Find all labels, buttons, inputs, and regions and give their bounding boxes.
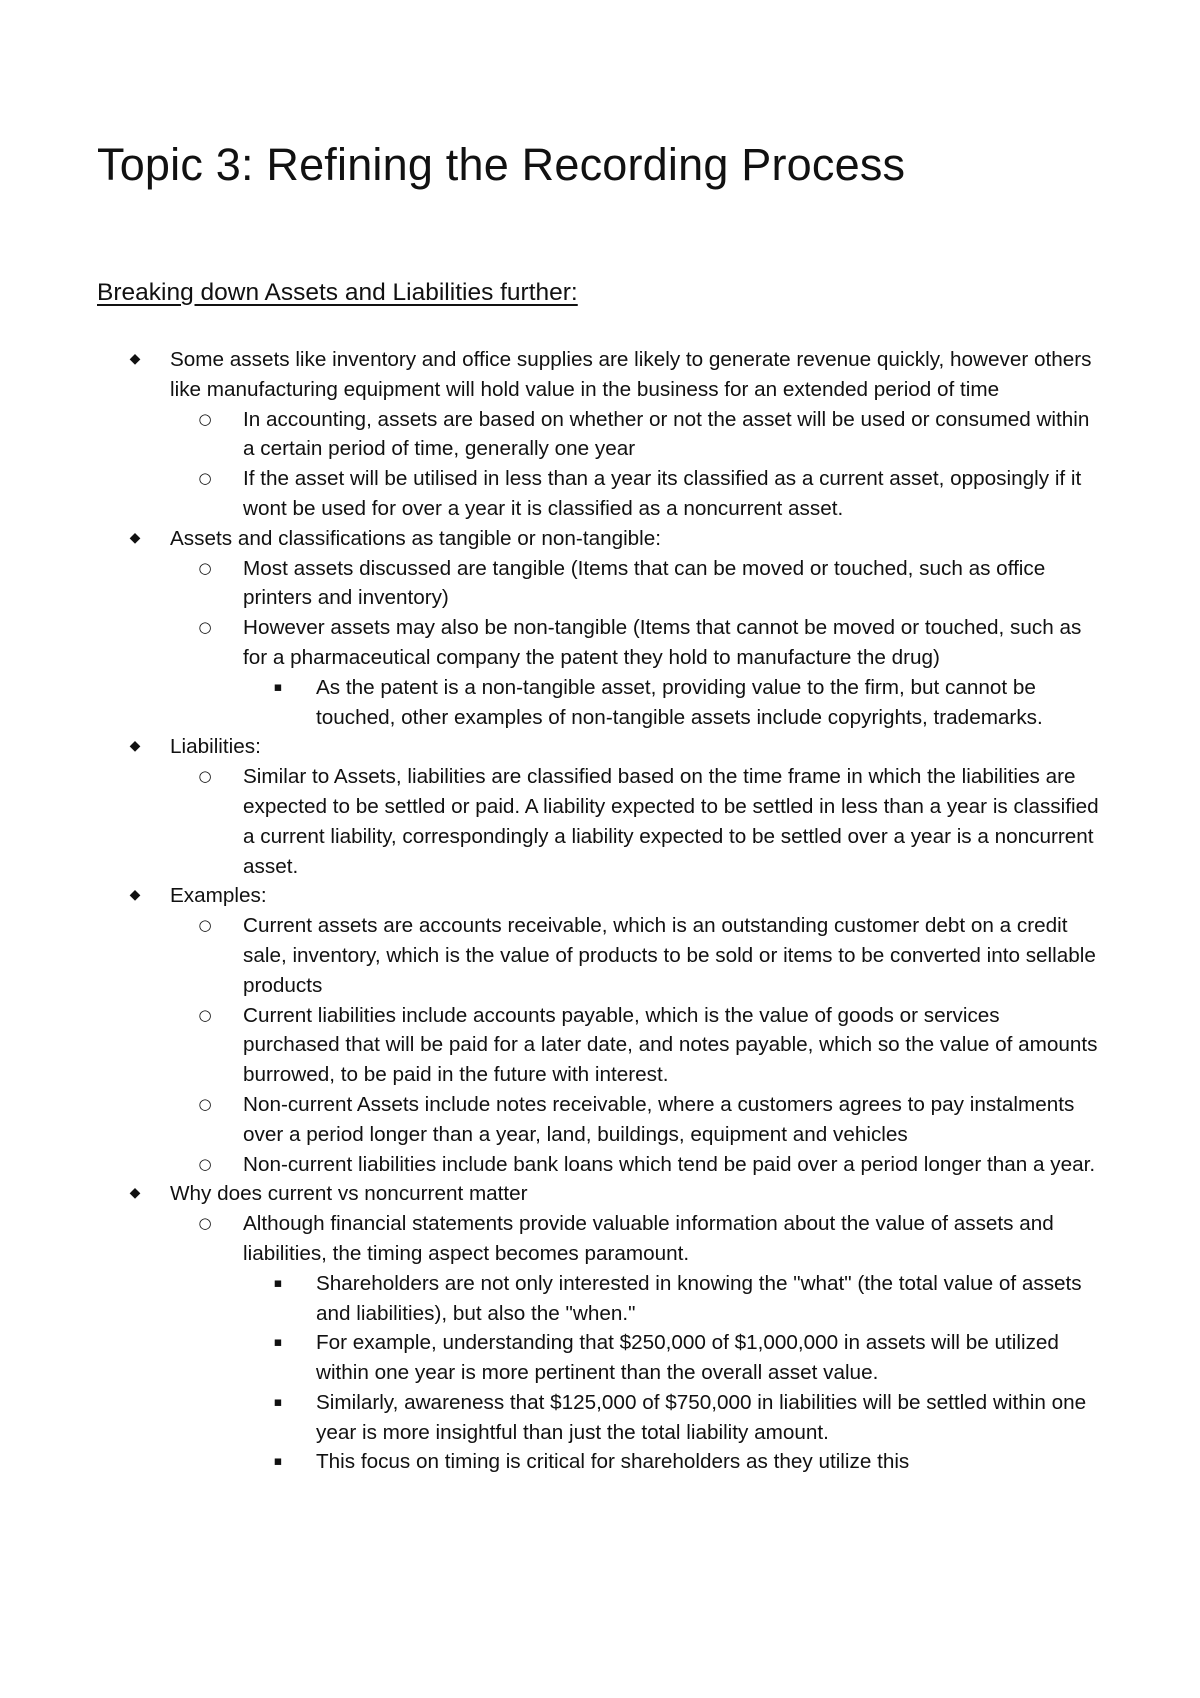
page-title: Topic 3: Refining the Recording Process (97, 139, 906, 190)
list-item (273, 1388, 1100, 1448)
list-item-text: As the patent is a non-tangible asset, providing value to the firm, but cannot be touched, other examples of non-tangible assets include copyrights, trademarks. (316, 675, 1043, 729)
circle-bullet-icon: ○ (198, 1094, 212, 1113)
square-bullet-icon: ▪ (273, 679, 283, 695)
list-item (198, 613, 1100, 673)
list-item (198, 911, 1100, 1000)
list-item-text: If the asset will be utilised in less than a year its classified as a current asset, opposingly if it wont be used for over a year it is classified as a noncurrent asset. (243, 467, 1082, 520)
diamond-bullet-icon: ◆ (129, 738, 141, 755)
list-item-text: Similar to Assets, liabilities are classified based on the time frame in which the liabilities are expected to be settled or paid. A liability expected to be settled in less than a year is classified a current liability, correspondingly a liability expected to be settled over a year is a noncurrent asset. (243, 765, 1099, 878)
list-item-text: In accounting, assets are based on whether or not the asset will be used or consumed within a certain period of time, generally one year (243, 407, 1090, 461)
list-item (198, 1209, 1100, 1269)
circle-bullet-icon: ○ (198, 409, 212, 428)
list-item (129, 732, 1100, 762)
list-item-text: Assets and classifications as tangible or non-tangible: (170, 526, 662, 550)
list-item (198, 464, 1100, 524)
circle-bullet-icon: ○ (198, 1214, 212, 1233)
list-item-text: For example, understanding that $250,000 of $1,000,000 in assets will be utilized within one year is more pertinent than the overall asset value. (316, 1331, 1059, 1385)
list-item (198, 762, 1100, 881)
diamond-bullet-icon: ◆ (129, 529, 141, 546)
square-bullet-icon: ▪ (273, 1335, 283, 1351)
circle-bullet-icon: ○ (198, 618, 212, 637)
list-item-text: Current liabilities include accounts payable, which is the value of goods or services purchased that will be paid for a later date, and notes payable, which so the value of amounts burrowed, to be paid in the future with interest. (243, 1003, 1098, 1087)
list-item-text: Most assets discussed are tangible (Items that can be moved or touched, such as office printers and inventory) (243, 556, 1046, 610)
list-item (198, 554, 1100, 614)
list-item-text: Although financial statements provide valuable information about the value of assets and liabilities, the timing aspect becomes paramount. (243, 1212, 1054, 1265)
list-item (129, 524, 1100, 554)
list-item (198, 1001, 1100, 1090)
list-item-text: This focus on timing is critical for shareholders as they utilize this (316, 1450, 910, 1474)
list-item (273, 1328, 1100, 1388)
list-item-text: Examples: (170, 884, 267, 908)
bullet-list (0, 345, 1200, 1585)
list-item-text: Non-current liabilities include bank loans which tend be paid over a period longer than a year. (243, 1152, 1096, 1176)
list-item (198, 405, 1100, 465)
list-item-text: Shareholders are not only interested in knowing the "what" (the total value of assets and liabilities), but also the "when." (316, 1271, 1082, 1325)
circle-bullet-icon: ○ (198, 1154, 212, 1173)
square-bullet-icon: ▪ (273, 1454, 283, 1470)
list-item (273, 1447, 1100, 1477)
list-item (198, 1090, 1100, 1150)
diamond-bullet-icon: ◆ (129, 351, 141, 367)
diamond-bullet-icon: ◆ (129, 887, 141, 904)
list-item-text: Similarly, awareness that $125,000 of $750,000 in liabilities will be settled within one year is more insightful than just the total liability amount. (316, 1390, 1087, 1444)
list-item (129, 1179, 1100, 1209)
square-bullet-icon: ▪ (273, 1394, 283, 1410)
list-item (198, 1150, 1100, 1180)
list-item-text: Why does current vs noncurrent matter (170, 1182, 528, 1206)
list-item (273, 1269, 1100, 1329)
list-item (129, 881, 1100, 911)
list-item-text: However assets may also be non-tangible (Items that cannot be moved or touched, such as for a pharmaceutical company the patent they hold to manufacture the drug) (243, 616, 1082, 669)
list-item-text: Some assets like inventory and office supplies are likely to generate revenue quickly, however others like manufacturing equipment will hold value in the business for an extended period of time (170, 348, 1092, 401)
circle-bullet-icon: ○ (198, 469, 212, 488)
circle-bullet-icon: ○ (198, 558, 212, 577)
list-item-text: Current assets are accounts receivable, which is an outstanding customer debt on a credit sale, inventory, which is the value of products to be sold or items to be converted into sellable products (243, 914, 1096, 997)
diamond-bullet-icon: ◆ (129, 1185, 141, 1202)
list-item (273, 673, 1100, 733)
list-item-text: Non-current Assets include notes receivable, where a customers agrees to pay instalments over a period longer than a year, land, buildings, equipment and vehicles (243, 1092, 1075, 1146)
circle-bullet-icon: ○ (198, 916, 212, 935)
section-heading: Breaking down Assets and Liabilities further: (97, 279, 578, 306)
list-item-text: Liabilities: (170, 735, 261, 759)
list-item (129, 345, 1100, 405)
circle-bullet-icon: ○ (198, 1005, 212, 1024)
circle-bullet-icon: ○ (198, 767, 212, 786)
square-bullet-icon: ▪ (273, 1275, 283, 1291)
